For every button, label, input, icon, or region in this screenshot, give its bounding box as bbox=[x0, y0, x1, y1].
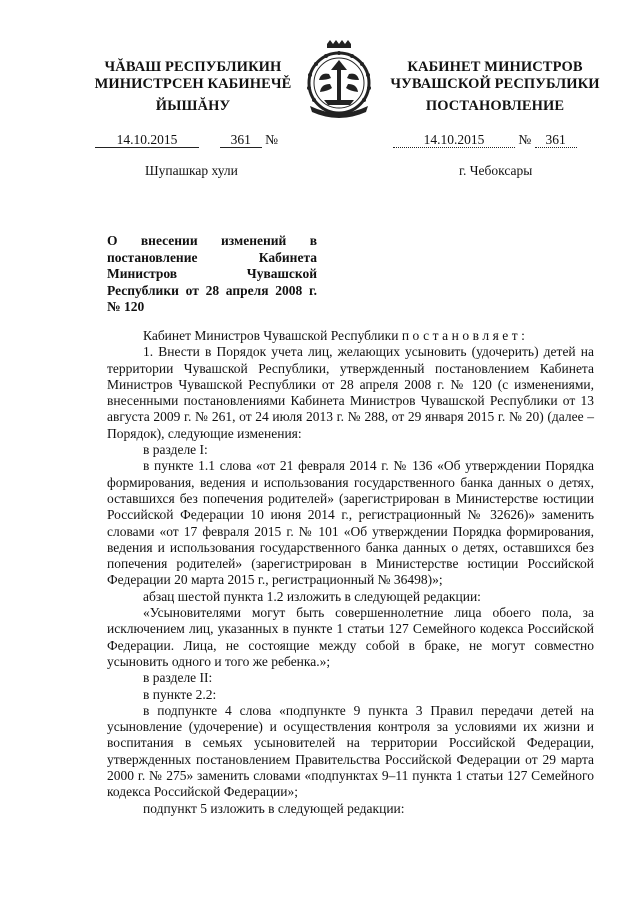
header-right-doc-type: ПОСТАНОВЛЕНИЕ bbox=[425, 98, 565, 114]
header-right-line2: ЧУВАШСКОЙ РЕСПУБЛИКИ bbox=[390, 76, 600, 92]
right-date-field: 14.10.2015 bbox=[393, 132, 515, 148]
right-number-sign: № bbox=[518, 132, 532, 147]
header-left-doc-type: ЙЫШĂНУ bbox=[155, 98, 231, 114]
body-paragraph: в пункте 1.1 слова «от 21 февраля 2014 г. № 136 «Об утверждении Порядка формирования, ведения и использования государственного банка данных о детях, оставшихся без попечения родителей» (зарегистрирован в Министерстве юстиции Российской Федерации 10 июня 2014 г., регистрационный № 32626)» заменить словами «от 17 февраля 2015 г. № 101 «Об утверждении Порядка формирования, ведения и использования государственного банка данных о детях, оставшихся без попечения родителей» (зарегистрирован в Министерстве юстиции Российской Федерации 20 марта 2015 г., регистрационный № 36498)»; bbox=[107, 458, 594, 588]
header-left-line2: МИНИСТРСЕН КАБИНЕЧĚ bbox=[94, 76, 292, 92]
place-left: Шупашкар хули bbox=[145, 163, 238, 178]
intro-text: Кабинет Министров Чувашской Республики bbox=[143, 328, 402, 343]
left-date-field: 14.10.2015 bbox=[95, 132, 199, 148]
chuvash-coat-of-arms-icon bbox=[296, 38, 382, 120]
left-number-field: 361 bbox=[220, 132, 262, 148]
header-right-line1: КАБИНЕТ МИНИСТРОВ bbox=[407, 59, 583, 75]
header-right-authority bbox=[375, 59, 615, 93]
body-paragraph: в разделе II: bbox=[143, 670, 213, 686]
left-date-number-line bbox=[95, 132, 278, 148]
body-paragraph: 1. Внести в Порядок учета лиц, желающих усыновить (удочерить) детей на территории Чувашской Республики, утвержденный постановлением Кабинета Министров Чувашской Республики от 28 апреля 2008 г. № 120 (с изменениями, внесенными постановлениями Кабинета Министров Чувашской Республики от 13 августа 2009 г. № 261, от 24 июля 2013 г. № 288, от 29 января 2015 г. № 20) (далее – Порядок), следующие изменения: bbox=[107, 344, 594, 441]
body-paragraph: в подпункте 4 слова «подпункте 9 пункта 3 Правил передачи детей на усыновление (удочерение) и осуществления контроля за условиями их жизни и воспитания в семьях усыновителей на территории Российской Федерации, утвержденных постановлением Правительства Российской Федерации от 29 марта 2000 г. № 275» заменить словами «подпунктах 9–11 пункта 1 статьи 127 Семейного кодекса Российской Федерации»; bbox=[107, 702, 594, 800]
body-paragraph: подпункт 5 изложить в следующей редакции: bbox=[143, 800, 405, 816]
place-right: г. Чебоксары bbox=[459, 163, 533, 178]
body-paragraph: «Усыновителями могут быть совершеннолетние лица обоего пола, за исключением лиц, указанных в пункте 1 статьи 127 Семейного кодекса Российской Федерации. Лица, не состоящие между собой в браке, не могут совместно усыновить одного и того же ребенка.»; bbox=[107, 605, 594, 669]
intro-verb: постановляет: bbox=[401, 328, 529, 343]
header-left-authority bbox=[88, 59, 298, 93]
left-number-sign: № bbox=[265, 132, 279, 147]
header-left-line1: ЧĂВАШ РЕСПУБЛИКИН bbox=[104, 59, 282, 75]
right-number-field: 361 bbox=[535, 132, 577, 148]
right-date-number-line bbox=[393, 132, 577, 148]
body-paragraph: в разделе I: bbox=[143, 442, 208, 458]
body-paragraph: в пункте 2.2: bbox=[143, 686, 217, 702]
body-paragraph: абзац шестой пункта 1.2 изложить в следующей редакции: bbox=[143, 588, 481, 604]
intro-paragraph bbox=[107, 328, 594, 344]
document-body bbox=[107, 328, 594, 817]
document-title: О внесении изменений в постановление Кабинета Министров Чувашской Республики от 28 апреля 2008 г. № 120 bbox=[107, 233, 317, 314]
